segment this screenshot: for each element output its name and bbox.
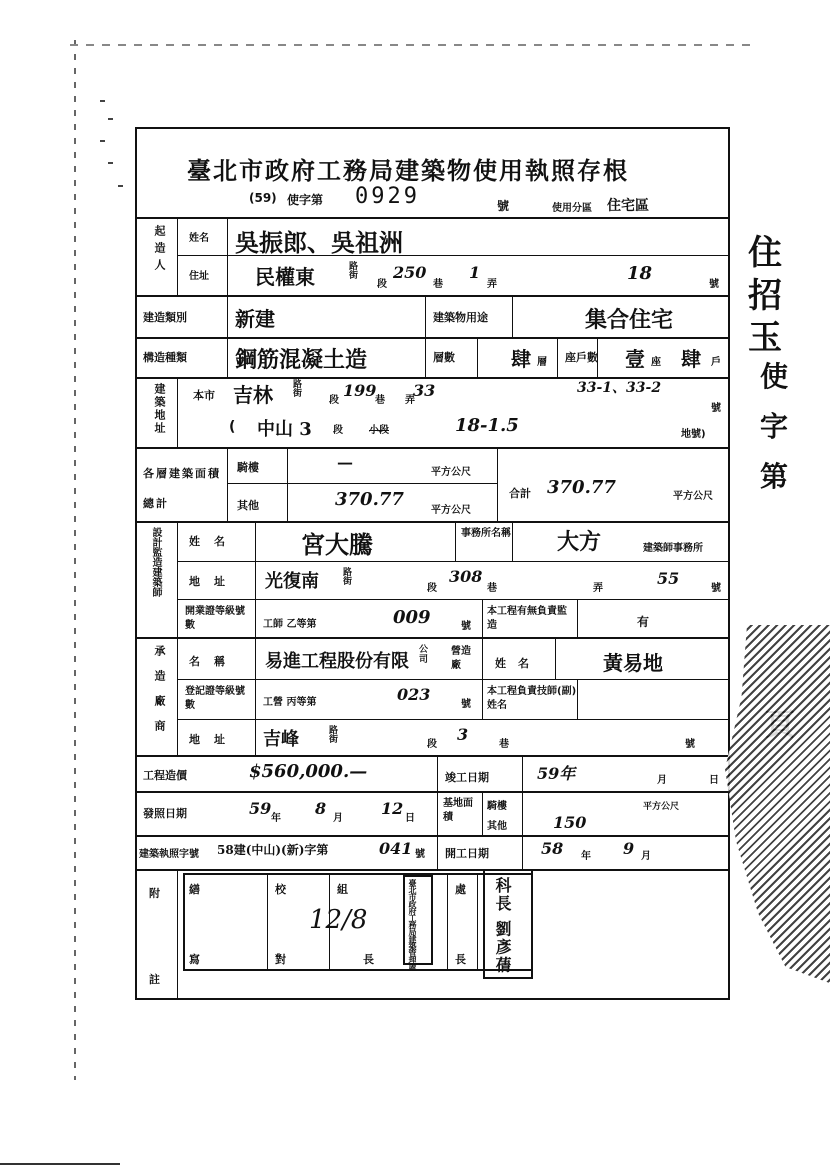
architect-section: 段 [427,583,437,594]
contractor-name-label: 名稱 [189,655,239,668]
issue-month-label: 月 [333,813,343,824]
site-alley-label: 弄 [405,395,415,406]
structure-value: 鋼筋混凝土造 [235,347,368,373]
row-divider [137,295,728,297]
official-seal-text: 臺北市政府工務局建築管理處 [408,879,417,970]
applicant-lane-label: 巷 [433,279,443,290]
row-divider [137,447,728,449]
issue-day: 12 [381,799,404,818]
chop2-bottom: 對 [275,953,286,966]
form-title: 臺北市政府工務局建築物使用執照存根 [187,157,629,185]
row-divider [137,337,728,339]
side-fragment-char: 玉 [748,318,782,358]
architect-reg-label: 開業證等級號數 [185,606,245,631]
architect-supervise-value: 有 [637,615,650,629]
units-label: 座戶數 [565,351,598,364]
base-other-label: 其他 [487,821,507,832]
contractor-address-value: 吉峰 [263,729,299,750]
chief-name-stamp [483,869,533,979]
col-divider [555,639,556,679]
col-divider [177,217,178,295]
issue-year-label: 年 [271,813,281,824]
col-divider [557,337,558,377]
architect-reg-value: 工師 乙等第 [263,619,317,630]
start-month-label: 月 [641,851,651,862]
col-divider [227,295,228,377]
arcade-value: — [337,453,353,472]
total-value: 370.77 [547,477,616,498]
col-divider [425,295,426,337]
col-divider [512,295,513,337]
applicant-section-label: 起造人 [153,225,166,276]
site-number-label: 號 [711,403,721,414]
site-alley-value: 33 [413,381,436,400]
building-use-value: 集合住宅 [585,307,674,333]
contractor-lane-label: 巷 [499,739,509,750]
chief-stamp-text: 科長 劉彥蒨 [493,877,512,975]
building-use-label: 建築物用途 [433,311,488,324]
contractor-company-suffix: 公司 [419,645,429,665]
applicant-number-label: 號 [709,279,719,290]
base-area-label: 基地面積 [443,798,473,823]
architect-reg-suffix: 號 [461,621,471,632]
architect-road-label: 路街 [343,568,353,587]
contractor-engineer-label: 本工程負責技師(副)姓名 [487,686,577,711]
remarks-label-bottom: 註 [149,973,160,986]
contractor-person-value: 黃易地 [603,651,663,675]
building-category-label: 建造類別 [143,311,187,324]
contractor-section-label: 承造廠商 [153,645,166,745]
scan-speck [108,118,113,120]
site-lane-label: 巷 [375,395,385,406]
col-divider [577,679,578,719]
scan-speck [118,185,123,187]
site-section: 段 [329,395,339,406]
row-divider [177,679,728,680]
architect-lane-label: 巷 [487,583,497,594]
applicant-lane-value: 250 [393,263,427,282]
license-stub-form [135,127,730,1000]
site-land-district: 中山 3 [257,419,312,440]
col-divider [497,447,498,521]
architect-reg-no: 009 [393,607,431,628]
structure-label: 構造種類 [143,351,187,364]
architect-office-label: 事務所名稱 [461,528,511,539]
chop3-top: 組 [337,883,348,896]
contractor-address-label: 地址 [189,733,239,746]
floors-value: 肆 [511,347,531,371]
total-label: 合計 [509,487,531,500]
contractor-section: 段 [427,739,437,750]
completion-day: 日 [709,775,719,786]
col-divider [177,869,178,998]
chop1-top: 繕 [189,883,200,896]
applicant-alley-value: 1 [469,263,481,282]
site-lane-value: 199 [343,381,377,400]
col-divider [177,521,178,755]
issue-month: 8 [315,799,327,818]
architect-number-value: 55 [657,569,680,588]
col-divider [227,217,228,295]
scan-edge-top [70,44,750,46]
architect-office-value: 大方 [557,529,602,555]
building-category-value: 新建 [235,307,275,331]
arcade-label: 騎樓 [237,461,259,474]
start-year: 58 [541,839,564,858]
contractor-lane-value: 3 [457,725,469,744]
zone-label: 使用分區 [552,203,592,214]
applicant-section: 段 [377,279,387,290]
side-fragment-char: 住 [748,233,782,273]
col-divider [255,521,256,755]
architect-address-label: 地址 [189,575,239,588]
chop-divider [267,873,268,971]
site-land-section: 段 [333,425,343,436]
permit-label: 建築執照字號 [139,849,199,860]
col-divider [482,679,483,719]
other-label: 其他 [237,499,259,512]
site-land-label: 地號) [681,429,706,440]
architect-lane-value: 308 [449,567,483,586]
row-divider [137,217,728,219]
col-divider [227,447,228,521]
other-value: 370.77 [335,489,404,510]
license-number: 0929 [355,184,420,209]
side-fragment-char: 字 [760,410,789,443]
side-fragment-char: 使 [760,360,789,393]
col-divider [482,791,483,835]
architect-address-value: 光復南 [265,571,319,592]
issue-year: 59 [249,799,272,818]
applicant-alley-label: 弄 [487,279,497,290]
scan-speck [108,162,113,164]
chop2-top: 校 [275,883,286,896]
applicant-road-label: 路街 [349,262,359,281]
permit-suffix: 號 [415,849,425,860]
row-divider [137,755,728,757]
row-divider [177,599,728,600]
contractor-name-value: 易進工程股份有限 [265,651,409,672]
row-divider [177,719,728,720]
contractor-reg-no: 023 [397,685,431,704]
floor-unit: 層 [537,357,547,368]
units-seat-label: 座 [651,357,661,368]
scan-edge-left [74,40,76,1080]
permit-number: 041 [379,839,413,858]
row-divider [177,561,728,562]
row-divider [137,637,728,639]
zone-value: 住宅區 [607,198,649,214]
row-divider [137,521,728,523]
row-divider [137,835,728,837]
col-divider [177,377,178,447]
cost-value: $560,000.— [249,761,368,782]
start-label: 開工日期 [445,847,489,860]
contractor-reg-value: 工營 丙等第 [263,697,317,708]
cost-label: 工程造價 [143,769,187,782]
col-divider [522,755,523,869]
col-divider [455,521,456,561]
completion-label: 竣工日期 [445,771,489,784]
site-number-value: 33-1、33-2 [577,380,662,396]
row-divider [137,791,728,793]
architect-section-label: 設計監造建築師 [150,527,161,597]
completion-value: 59年 [537,764,576,783]
total-unit: 平方公尺 [673,491,713,502]
col-divider [577,599,578,639]
floors-label: 層數 [433,351,455,364]
contractor-reg-label: 登記證等級號數 [185,686,245,711]
chop-divider [477,873,478,971]
permit-value: 58建(中山)(新)字第 [217,843,329,857]
issue-label: 發照日期 [143,807,187,820]
units-seat: 壹 [625,347,645,371]
col-divider [512,521,513,561]
units-household-label: 戶 [711,357,721,368]
applicant-name-value: 吳振郎、吳祖洲 [235,228,403,257]
chop4-bottom: 長 [455,953,466,966]
start-year-label: 年 [581,851,591,862]
floor-area-label: 各層建築面積總計 [143,467,221,510]
applicant-number-value: 18 [627,263,653,284]
site-road-label: 路街 [293,380,303,399]
chop4-top: 處 [455,883,466,896]
site-land-subsection: 小段 [369,425,389,436]
license-prefix: 使字第 [287,193,324,207]
applicant-address-label: 住址 [189,271,209,282]
col-divider [437,755,438,869]
scan-speck [100,100,105,102]
scan-bottom-rule [0,1163,120,1165]
scan-speck [100,140,105,142]
site-city: 本市 [193,389,215,402]
base-other-value: 150 [553,813,587,832]
site-road-value: 吉林 [233,383,273,407]
contractor-road-label: 路街 [329,726,339,745]
architect-name-label: 姓名 [189,535,239,548]
side-fragment-char: 第 [760,460,789,493]
base-area-unit: 平方公尺 [643,802,680,812]
arcade-unit: 平方公尺 [431,467,471,478]
side-fragment-char: 招 [748,276,782,316]
contractor-factory-label: 營造廠 [451,646,471,671]
license-suffix: 號 [497,199,510,213]
official-seal-stamp [403,875,433,970]
site-land-open: ( [229,419,236,435]
remarks-label-top: 附 [149,887,160,900]
start-month: 9 [623,839,635,858]
applicant-name-label: 姓名 [189,233,209,244]
site-land-no: 18-1.5 [455,415,519,436]
chop1-bottom: 寫 [189,953,200,966]
row-divider [137,869,728,871]
row-divider [227,483,497,484]
base-arcade-label: 騎樓 [487,801,507,812]
architect-alley-label: 弄 [593,583,603,594]
col-divider [425,337,426,377]
contractor-reg-suffix: 號 [461,699,471,710]
chop-divider [447,873,448,971]
license-year: (59) [249,191,277,205]
other-unit: 平方公尺 [431,505,471,516]
chop3-bottom: 長 [363,953,374,966]
site-label: 建築地址 [153,383,166,435]
chop3-signature: 12/8 [309,905,368,935]
contractor-person-label: 姓名 [495,657,541,670]
architect-name-value: 宮大騰 [301,530,373,559]
architect-number-label: 號 [711,583,721,594]
torn-overlapping-page [725,625,830,985]
completion-month: 月 [657,775,667,786]
architect-supervise-label: 本工程有無負責監造 [487,606,567,631]
issue-day-label: 日 [405,813,415,824]
col-divider [287,447,288,521]
col-divider [482,599,483,639]
applicant-address-value: 民權東 [255,265,315,289]
units-household: 肆 [681,347,701,371]
col-divider [477,337,478,377]
contractor-number-label: 號 [685,739,695,750]
col-divider [482,639,483,679]
architect-office-suffix: 建築師事務所 [643,543,703,554]
